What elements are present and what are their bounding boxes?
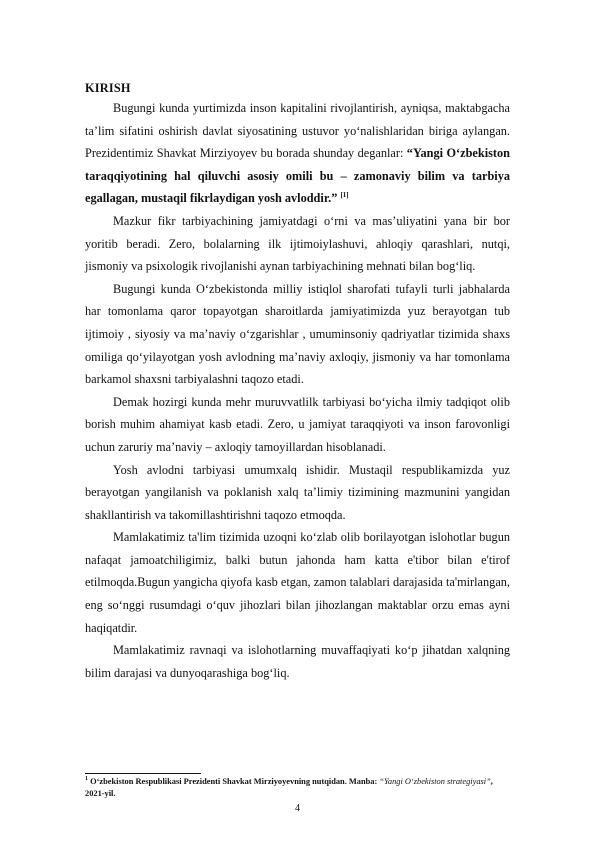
president-quote: “Yangi O‘zbekiston taraqqiyotining hal qiluvchi asosiy omili bu – zamonaviy bilim va tarbiya egallagan, mustaqil fikrlaydigan yosh avloddir.” <box>85 146 510 206</box>
paragraph-2: Mazkur fikr tarbiyachining jamiyatdagi o‘rni va mas’uliyatini yana bir bor yoritib beradi. Zero, bolalarning ilk ijtimoiylashuvi, ahloqiy qarashlari, nutqi, jismoniy va psixologik rivojlanishi aynan tarbiyachining mehnati bilan bog‘liq. <box>85 213 510 274</box>
body-content <box>85 79 510 684</box>
footnote-divider <box>85 773 201 774</box>
footnote-year: , 2021-yil. <box>85 777 493 798</box>
paragraph-3: Bugungi kunda O‘zbekistonda milliy istiqlol sharofati tufayli turli jabhalarda har tomonlama qaror topayotgan sharoitlarda jamiyatimizda yuz berayotgan tub ijtimoiy , siyosiy va ma’naviy o‘zgarishlar , umuminsoniy qadriyatlar tizimida shaxs omiliga qo‘yilayotgan yosh avlodning ma’naviy axloqiy, jismoniy va har tomonlama barkamol shaxsni tarbiyalashni taqozo etadi. <box>85 281 510 387</box>
paragraph-4: Demak hozirgi kunda mehr muruvvatlilk tarbiyasi bo‘yicha ilmiy tadqiqot olib borish muhim ahamiyat kasb etadi. Zero, u jamiyat taraqqiyoti va inson farovonligi uchun zaruriy ma’naviy – axloqiy tamoyillardan hisoblanadi. <box>85 394 510 454</box>
paragraph-7: Mamlakatimiz ravnaqi va islohotlarning muvaffaqiyati ko‘p jihatdan xalqning bilim darajasi va dunyoqarashiga bog‘liq. <box>85 643 510 680</box>
footnote-source: “Yangi O‘zbekiston strategiyasi” <box>379 777 491 786</box>
paragraph-6: Mamlakatimiz ta'lim tizimida uzoqni ko‘zlab olib borilayotgan islohotlar bugun nafaqat jamoatchiligimiz, balki butun jahonda ham katta e'tibor bilan e'tirof etilmoqda.Bugun yangicha qiyofa kasb etgan, zamon talablari darajasida ta'mirlangan, eng so‘nggi rusumdagi o‘quv jihozlari bilan jihozlangan maktablar orzu emas ayni haqiqatdir. <box>85 530 510 635</box>
page-number: 4 <box>295 803 300 814</box>
footnote-marker: 1 <box>85 776 88 783</box>
paragraph-5: Yosh avlodni tarbiyasi umumxalq ishidir. Mustaqil respublikamizda yuz berayotgan yangilanish va poklanish xalq ta’limiy tizimining mazmunini yangidan shakllantirish va takomillashtirishni taqozo etmoqda. <box>85 462 510 522</box>
paragraph-1-text: Bugungi kunda yurtimizda inson kapitalini rivojlantirish, ayniqsa, maktabgacha ta’lim sifatini oshirish davlat siyosatining ustuvor yo‘nalishlaridan biriga aylangan. Prezidentimiz Shavkat Mirziyoyev bu borada shunday deganlar: <box>85 101 510 161</box>
footnote-text: O‘zbekiston Respublikasi Prezidenti Shavkat Mirziyoyevning nutqidan. Manba: <box>88 777 380 786</box>
section-heading: KIRISH <box>85 81 131 95</box>
footnote <box>85 776 510 800</box>
paragraph-1 <box>85 97 510 210</box>
reference-marker: [1] <box>340 191 349 200</box>
